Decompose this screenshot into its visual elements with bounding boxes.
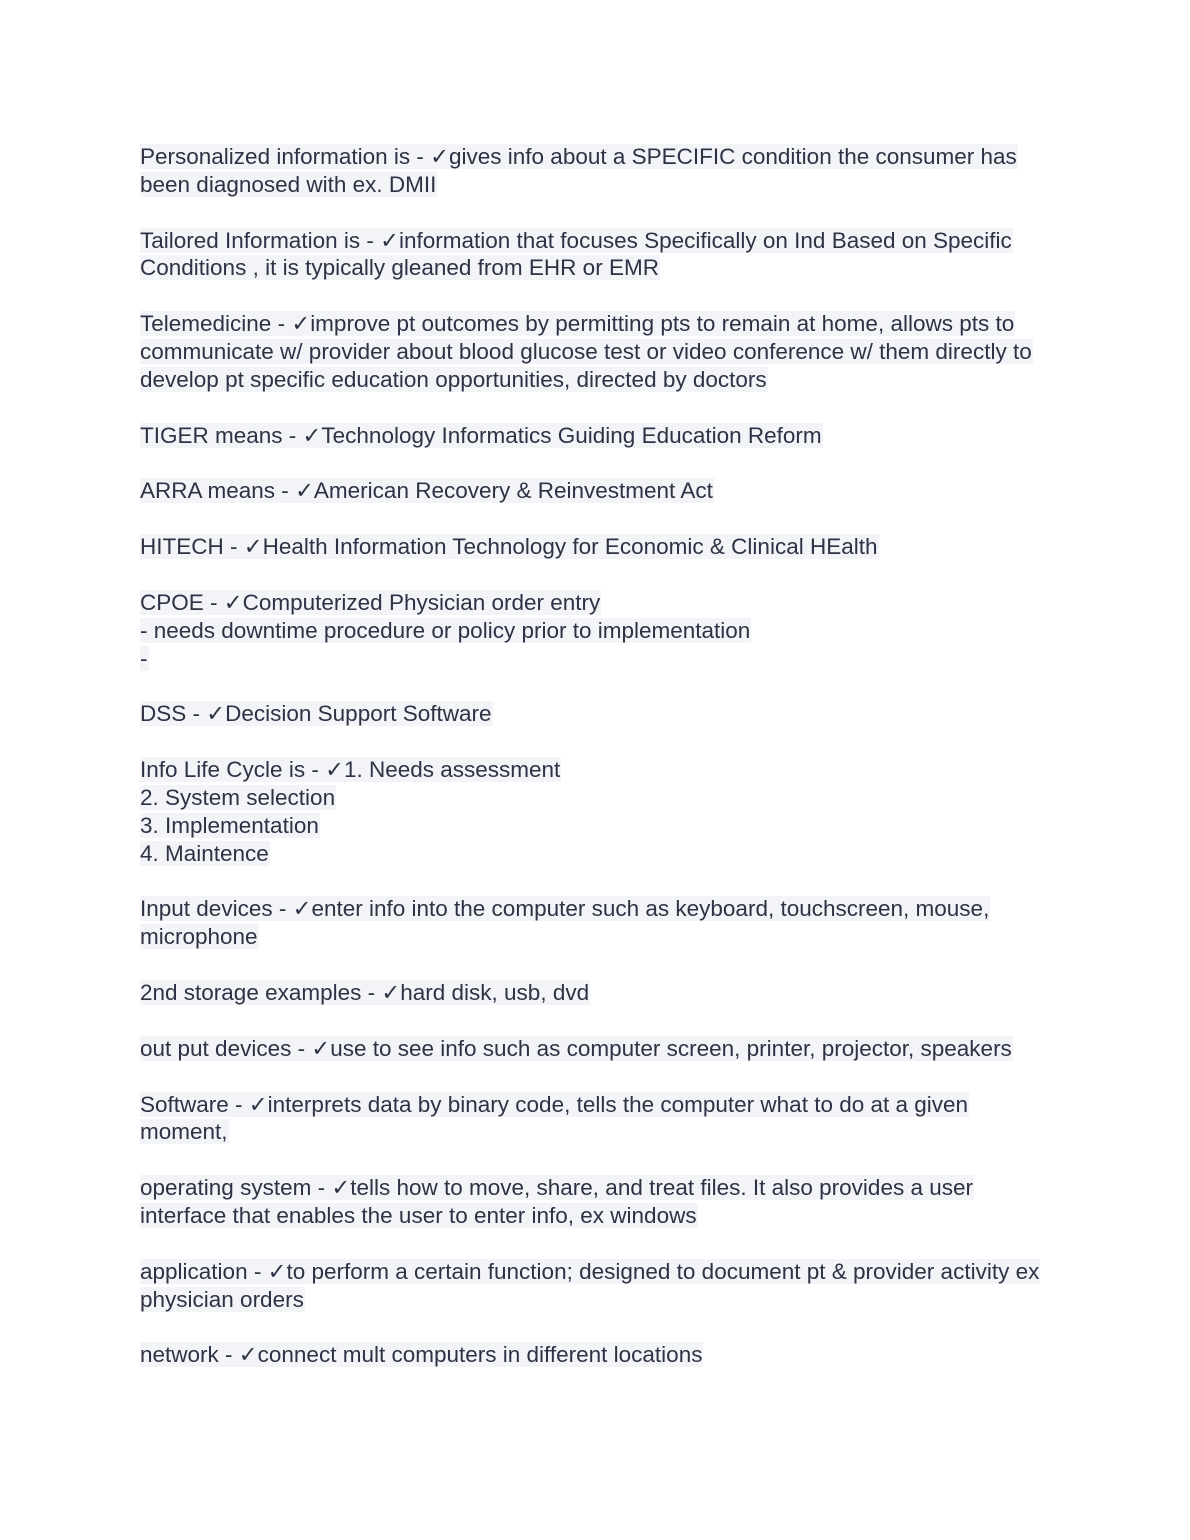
entry-definition: 1. Needs assessment [343, 757, 561, 783]
entry-term: out put devices - [140, 1035, 312, 1061]
entry-personalized-information [140, 143, 1060, 199]
entry-definition: Technology Informatics Guiding Education Reform [321, 422, 822, 448]
entry-text [140, 757, 561, 782]
entry-info-life-cycle [140, 756, 1060, 867]
entry-line [140, 756, 1060, 784]
entry-term: application - [140, 1258, 268, 1284]
entry-definition: connect mult computers in different locations [257, 1342, 703, 1368]
check-icon: ✓ [243, 534, 263, 560]
entry-definition: improve pt outcomes by permitting pts to remain at home, allows pts to communicate w/ provider about blood glucose test or video conference w/ them directly to develop pt specific education opportunities, directed by doctors [140, 311, 1032, 392]
check-icon: ✓ [381, 979, 401, 1005]
entry-text [140, 1259, 1040, 1312]
entry-text [140, 423, 823, 448]
check-icon: ✓ [292, 896, 312, 922]
entry-definition: American Recovery & Reinvestment Act [313, 478, 713, 504]
entry-term: Telemedicine - [140, 311, 292, 337]
check-icon: ✓ [248, 1091, 268, 1117]
check-icon: ✓ [331, 1175, 351, 1201]
entry-line [140, 812, 1060, 840]
check-icon: ✓ [430, 144, 449, 169]
entry-term: 2nd storage examples - [140, 979, 382, 1005]
entry-line [140, 617, 1060, 645]
entry-text [140, 701, 493, 726]
entry-text [140, 896, 990, 949]
check-icon: ✓ [311, 1035, 331, 1061]
entry-extra-text: 3. Implementation [140, 812, 319, 838]
entry-text [140, 1092, 969, 1145]
entry-definition: gives info about a SPECIFIC condition the consumer has been diagnosed with ex. DMII [140, 144, 1017, 197]
entry-term: operating system - [140, 1175, 332, 1201]
entry-definition: use to see info such as computer screen, printer, projector, speakers [330, 1035, 1012, 1061]
check-icon: ✓ [238, 1342, 258, 1368]
entry-cpoe [140, 589, 1060, 672]
entry-line [140, 589, 1060, 617]
entry-line [140, 645, 1060, 673]
entry-definition: enter info into the computer such as keyboard, touchscreen, mouse, microphone [140, 896, 990, 950]
entry-extra-text: - needs downtime procedure or policy prior to implementation [140, 617, 751, 643]
entry-definition: interprets data by binary code, tells the computer what to do at a given moment, [140, 1091, 969, 1145]
entry-2nd-storage [140, 979, 1060, 1007]
entry-definition: Health Information Technology for Economic & Clinical HEalth [262, 534, 878, 560]
entry-line [140, 840, 1060, 868]
check-icon: ✓ [302, 422, 322, 448]
entry-term: Personalized information is - [140, 144, 431, 169]
entry-hitech [140, 533, 1060, 561]
entry-tiger [140, 422, 1060, 450]
entry-definition: tells how to move, share, and treat files. It also provides a user interface that enables the user to enter info, ex windows [140, 1175, 973, 1228]
entry-dss [140, 700, 1060, 728]
entry-network [140, 1341, 1060, 1369]
entry-text [140, 1036, 1013, 1061]
entry-definition: information that focuses Specifically on Ind Based on Specific Conditions , it is typically gleaned from EHR or EMR [140, 227, 1012, 281]
entry-definition: hard disk, usb, dvd [400, 979, 590, 1005]
check-icon: ✓ [206, 701, 226, 727]
entry-term: Tailored Information is - [140, 227, 381, 253]
entry-term: Software - [140, 1091, 249, 1117]
entry-output-devices [140, 1035, 1060, 1063]
entry-text [140, 1175, 974, 1228]
entry-extra-text: - [140, 645, 148, 671]
entry-definition: to perform a certain function; designed to document pt & provider activity ex physician orders [140, 1258, 1040, 1312]
entry-term: network - [140, 1342, 239, 1368]
entry-text [140, 144, 1018, 197]
entry-arra [140, 477, 1060, 505]
entry-line [140, 784, 1060, 812]
check-icon: ✓ [325, 757, 344, 783]
document-page [140, 143, 1060, 1397]
entry-tailored-information [140, 227, 1060, 283]
entry-text [140, 478, 714, 503]
entry-text [140, 590, 601, 615]
check-icon: ✓ [223, 589, 243, 615]
entry-application [140, 1258, 1060, 1314]
check-icon: ✓ [267, 1258, 287, 1284]
entry-term: CPOE - [140, 589, 224, 615]
entry-text [140, 534, 879, 559]
entry-term: DSS - [140, 701, 207, 727]
entry-term: ARRA means - [140, 478, 296, 504]
entry-text [140, 1342, 703, 1367]
entry-extra-text: 4. Maintence [140, 840, 269, 866]
entry-term: HITECH - [140, 534, 244, 560]
entry-text [140, 980, 590, 1005]
entry-term: TIGER means - [140, 422, 303, 448]
entry-term: Info Life Cycle is - [140, 757, 326, 783]
entry-telemedicine [140, 310, 1060, 393]
check-icon: ✓ [380, 227, 399, 253]
entry-software [140, 1091, 1060, 1147]
check-icon: ✓ [295, 478, 314, 504]
entry-definition: Computerized Physician order entry [242, 589, 601, 615]
entry-extra-text: 2. System selection [140, 784, 336, 810]
entry-text [140, 228, 1013, 281]
check-icon: ✓ [291, 311, 311, 337]
entry-input-devices [140, 895, 1060, 951]
entry-term: Input devices - [140, 896, 293, 922]
entry-operating-system [140, 1174, 1060, 1230]
entry-definition: Decision Support Software [225, 701, 492, 727]
entry-text [140, 311, 1033, 392]
